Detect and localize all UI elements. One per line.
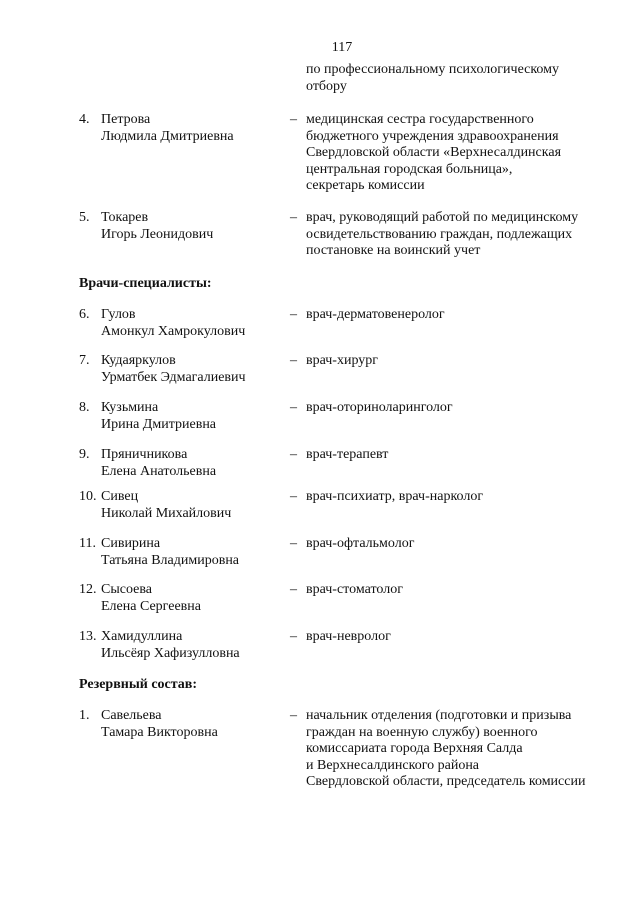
member-role: медицинская сестра государственного бюджетного учреждения здравоохранения Свердловской области «Верхнесалдинская центральная городская больница», секретарь комиссии xyxy=(306,112,562,193)
dash: – xyxy=(290,112,297,127)
item-number: 9. xyxy=(79,447,90,462)
section-heading-reserve: Резервный состав: xyxy=(79,677,198,692)
continuation-text: по профессиональному психологическому отбору xyxy=(306,62,560,94)
dash: – xyxy=(290,210,297,225)
dash: – xyxy=(290,489,297,504)
member-name: Кузьмина Ирина Дмитриевна xyxy=(101,400,217,432)
dash: – xyxy=(290,582,297,597)
member-name: Сивирина Татьяна Владимировна xyxy=(101,536,240,568)
dash: – xyxy=(290,629,297,644)
member-name: Сивец Николай Михайлович xyxy=(101,489,232,521)
member-role: начальник отделения (подготовки и призыва граждан на военную службу) военного комиссариата города Верхняя Салда и Верхнесалдинского района Свердловской области, председатель комиссии xyxy=(306,708,586,789)
member-name: Гулов Амонкул Хамрокулович xyxy=(101,307,246,339)
member-name: Хамидуллина Ильсёяр Хафизулловна xyxy=(101,629,240,661)
item-number: 7. xyxy=(79,353,90,368)
member-role: врач-психиатр, врач-нарколог xyxy=(306,489,484,504)
member-role: врач-хирург xyxy=(306,353,379,368)
dash: – xyxy=(290,536,297,551)
item-number: 5. xyxy=(79,210,90,225)
member-role: врач-терапевт xyxy=(306,447,389,462)
member-name: Пряничникова Елена Анатольевна xyxy=(101,447,217,479)
item-number: 8. xyxy=(79,400,90,415)
member-name: Петрова Людмила Дмитриевна xyxy=(101,112,234,144)
dash: – xyxy=(290,353,297,368)
member-role: врач-стоматолог xyxy=(306,582,403,597)
member-name: Кудаяркулов Урматбек Эдмагалиевич xyxy=(101,353,246,385)
member-name: Токарев Игорь Леонидович xyxy=(101,210,214,242)
page-number: 117 xyxy=(331,40,353,55)
member-name: Сысоева Елена Сергеевна xyxy=(101,582,201,614)
item-number: 4. xyxy=(79,112,90,127)
dash: – xyxy=(290,447,297,462)
dash: – xyxy=(290,708,297,723)
item-number: 13. xyxy=(79,629,97,644)
dash: – xyxy=(290,400,297,415)
member-role: врач-дерматовенеролог xyxy=(306,307,445,322)
item-number: 6. xyxy=(79,307,90,322)
section-heading-specialists: Врачи-специалисты: xyxy=(79,276,212,291)
item-number: 11. xyxy=(79,536,96,551)
member-role: врач, руководящий работой по медицинскому освидетельствованию граждан, подлежащих постановке на воинский учет xyxy=(306,210,579,258)
member-name: Савельева Тамара Викторовна xyxy=(101,708,218,740)
item-number: 1. xyxy=(79,708,90,723)
dash: – xyxy=(290,307,297,322)
member-role: врач-оториноларинголог xyxy=(306,400,453,415)
item-number: 12. xyxy=(79,582,97,597)
member-role: врач-офтальмолог xyxy=(306,536,415,551)
item-number: 10. xyxy=(79,489,97,504)
member-role: врач-невролог xyxy=(306,629,391,644)
